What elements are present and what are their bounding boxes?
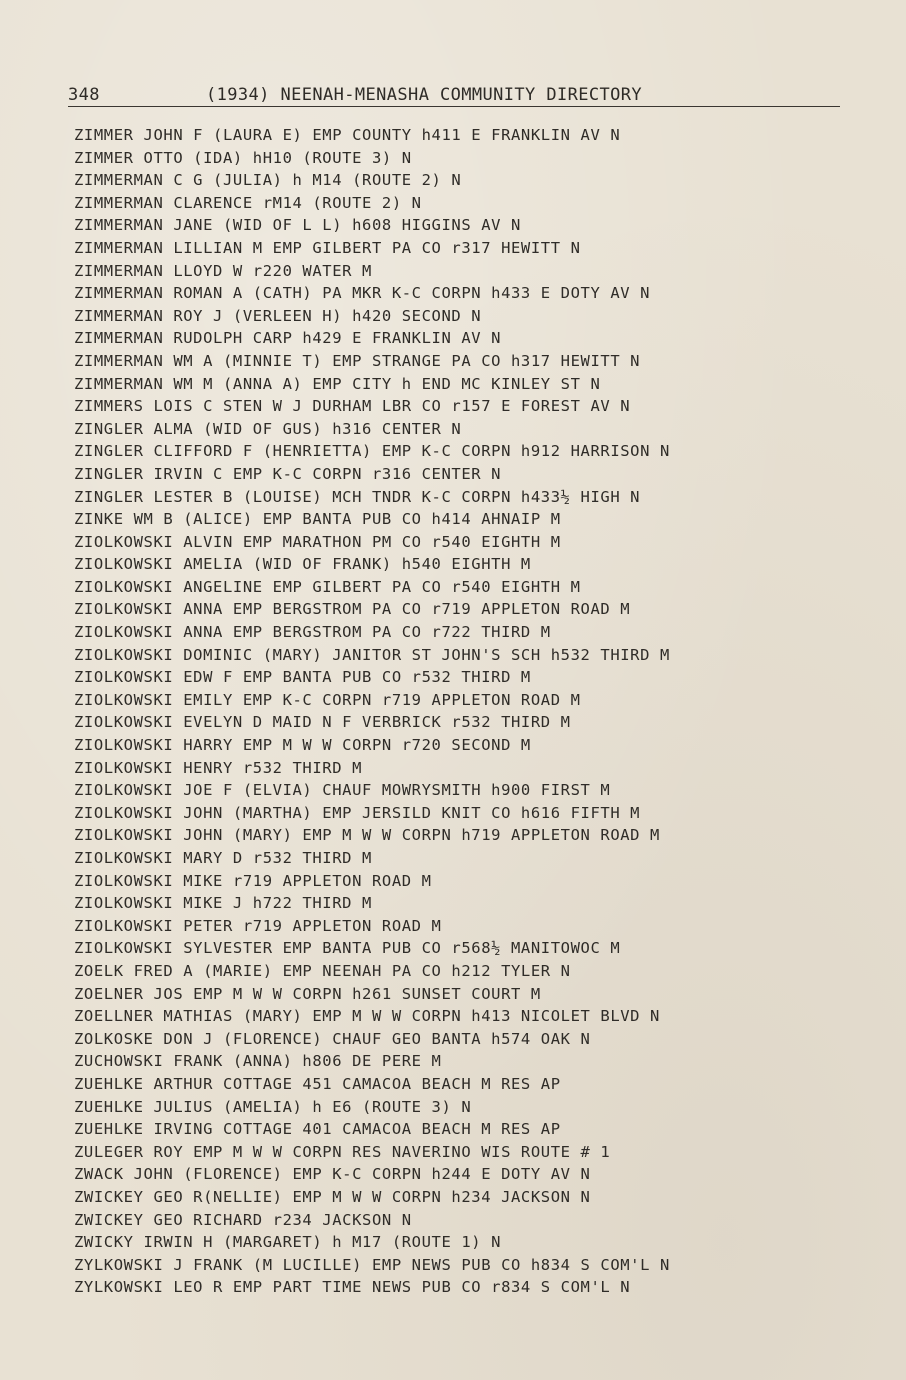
directory-entry: ZIOLKOWSKI MARY D r532 THIRD M — [74, 849, 372, 867]
directory-entry: ZULEGER ROY EMP M W W CORPN RES NAVERINO WIS ROUTE # 1 — [74, 1142, 611, 1161]
directory-entries — [74, 124, 864, 1299]
directory-entry: ZIMMERMAN WM M (ANNA A) EMP CITY h END MC KINLEY ST N — [74, 374, 601, 393]
directory-entry: ZIMMERMAN C G (JULIA) h M14 (ROUTE 2) N — [74, 171, 462, 190]
directory-entry: ZIOLKOWSKI ANNA EMP BERGSTROM PA CO r719 APPLETON ROAD M — [74, 600, 631, 619]
directory-entry: ZIOLKOWSKI HENRY r532 THIRD M — [74, 758, 363, 777]
directory-entry: ZINGLER ALMA (WID OF GUS) h316 CENTER N — [74, 419, 462, 438]
directory-entry: ZIOLKOWSKI MIKE r719 APPLETON ROAD M — [74, 871, 432, 890]
directory-entry: ZIMMERMAN RUDOLPH CARP h429 E FRANKLIN AV N — [74, 329, 502, 348]
directory-entry: ZOLKOSKE DON J (FLORENCE) CHAUF GEO BANTA h574 OAK N — [74, 1029, 591, 1048]
directory-entry: ZINGLER LESTER B (LOUISE) MCH TNDR K-C CORPN h433½ HIGH N — [74, 487, 641, 506]
directory-entry: ZUEHLKE ARTHUR COTTAGE 451 CAMACOA BEACH M RES AP — [74, 1074, 561, 1093]
directory-entry: ZIOLKOWSKI HARRY EMP M W W CORPN r720 SECOND M — [74, 736, 531, 755]
directory-entry: ZIMMER OTTO (IDA) hH10 (ROUTE 3) N — [74, 148, 412, 167]
directory-entry: ZWICKEY GEO R(NELLIE) EMP M W W CORPN h234 JACKSON N — [74, 1187, 591, 1206]
directory-entry: ZIMMERS LOIS C STEN W J DURHAM LBR CO r157 E FOREST AV N — [74, 397, 631, 416]
directory-entry: ZWICKEY GEO RICHARD r234 JACKSON N — [74, 1210, 412, 1229]
directory-entry: ZIOLKOWSKI DOMINIC (MARY) JANITOR ST JOHN'S SCH h532 THIRD M — [74, 645, 670, 664]
directory-entry: ZIMMERMAN CLARENCE rM14 (ROUTE 2) N — [74, 193, 422, 212]
directory-entry: ZIOLKOWSKI ANNA EMP BERGSTROM PA CO r722 THIRD M — [74, 623, 551, 642]
directory-entry: ZUCHOWSKI FRANK (ANNA) h806 DE PERE M — [74, 1052, 442, 1071]
directory-entry: ZIOLKOWSKI EVELYN D MAID N F VERBRICK r532 THIRD M — [74, 713, 571, 732]
directory-entry: ZIOLKOWSKI PETER r719 APPLETON ROAD M — [74, 916, 442, 935]
directory-entry: ZIOLKOWSKI EMILY EMP K-C CORPN r719 APPLETON ROAD M — [74, 690, 581, 709]
directory-entry: ZIOLKOWSKI MIKE J h722 THIRD M — [74, 894, 372, 913]
directory-entry: ZIOLKOWSKI JOHN (MARTHA) EMP JERSILD KNIT CO h616 FIFTH M — [74, 803, 641, 822]
directory-title: (1934) NEENAH-MENASHA COMMUNITY DIRECTORY — [206, 85, 643, 105]
directory-entry: ZUEHLKE IRVING COTTAGE 401 CAMACOA BEACH M RES AP — [74, 1120, 561, 1139]
directory-entry: ZINKE WM B (ALICE) EMP BANTA PUB CO h414 AHNAIP M — [74, 510, 561, 529]
directory-entry: ZIMMERMAN WM A (MINNIE T) EMP STRANGE PA CO h317 HEWITT N — [74, 351, 641, 370]
directory-entry: ZIMMERMAN JANE (WID OF L L) h608 HIGGINS AV N — [74, 216, 521, 235]
directory-entry: ZIOLKOWSKI JOE F (ELVIA) CHAUF MOWRYSMITH h900 FIRST M — [74, 781, 611, 800]
directory-entry: ZOELK FRED A (MARIE) EMP NEENAH PA CO h212 TYLER N — [74, 961, 571, 980]
directory-entry: ZUEHLKE JULIUS (AMELIA) h E6 (ROUTE 3) N — [74, 1097, 472, 1116]
directory-entry: ZIOLKOWSKI EDW F EMP BANTA PUB CO r532 THIRD M — [74, 668, 531, 687]
directory-entry: ZINGLER CLIFFORD F (HENRIETTA) EMP K-C CORPN h912 HARRISON N — [74, 442, 670, 461]
directory-entry: ZWACK JOHN (FLORENCE) EMP K-C CORPN h244 E DOTY AV N — [74, 1165, 591, 1184]
directory-entry: ZWICKY IRWIN H (MARGARET) h M17 (ROUTE 1) N — [74, 1233, 502, 1252]
page-header — [68, 84, 840, 107]
directory-entry: ZIMMER JOHN F (LAURA E) EMP COUNTY h411 E FRANKLIN AV N — [74, 126, 621, 144]
directory-entry: ZYLKOWSKI LEO R EMP PART TIME NEWS PUB CO r834 S COM'L N — [74, 1278, 631, 1297]
directory-entry: ZIMMERMAN LLOYD W r220 WATER M — [74, 261, 372, 280]
directory-entry: ZINGLER IRVIN C EMP K-C CORPN r316 CENTER N — [74, 464, 502, 483]
page-number: 348 — [68, 85, 100, 105]
directory-entry: ZIOLKOWSKI ALVIN EMP MARATHON PM CO r540 EIGHTH M — [74, 532, 561, 551]
directory-entry: ZIOLKOWSKI JOHN (MARY) EMP M W W CORPN h719 APPLETON ROAD M — [74, 826, 660, 845]
directory-entry: ZIOLKOWSKI ANGELINE EMP GILBERT PA CO r540 EIGHTH M — [74, 577, 581, 596]
directory-entry: ZOELNER JOS EMP M W W CORPN h261 SUNSET COURT M — [74, 984, 541, 1003]
directory-entry: ZIMMERMAN LILLIAN M EMP GILBERT PA CO r317 HEWITT N — [74, 238, 581, 257]
directory-entry: ZYLKOWSKI J FRANK (M LUCILLE) EMP NEWS PUB CO h834 S COM'L N — [74, 1255, 670, 1274]
directory-entry: ZOELLNER MATHIAS (MARY) EMP M W W CORPN h413 NICOLET BLVD N — [74, 1007, 660, 1026]
directory-entry: ZIOLKOWSKI SYLVESTER EMP BANTA PUB CO r568½ MANITOWOC M — [74, 939, 621, 958]
directory-entry: ZIOLKOWSKI AMELIA (WID OF FRANK) h540 EIGHTH M — [74, 555, 531, 574]
directory-entry: ZIMMERMAN ROY J (VERLEEN H) h420 SECOND N — [74, 306, 482, 325]
directory-entry: ZIMMERMAN ROMAN A (CATH) PA MKR K-C CORPN h433 E DOTY AV N — [74, 284, 651, 303]
